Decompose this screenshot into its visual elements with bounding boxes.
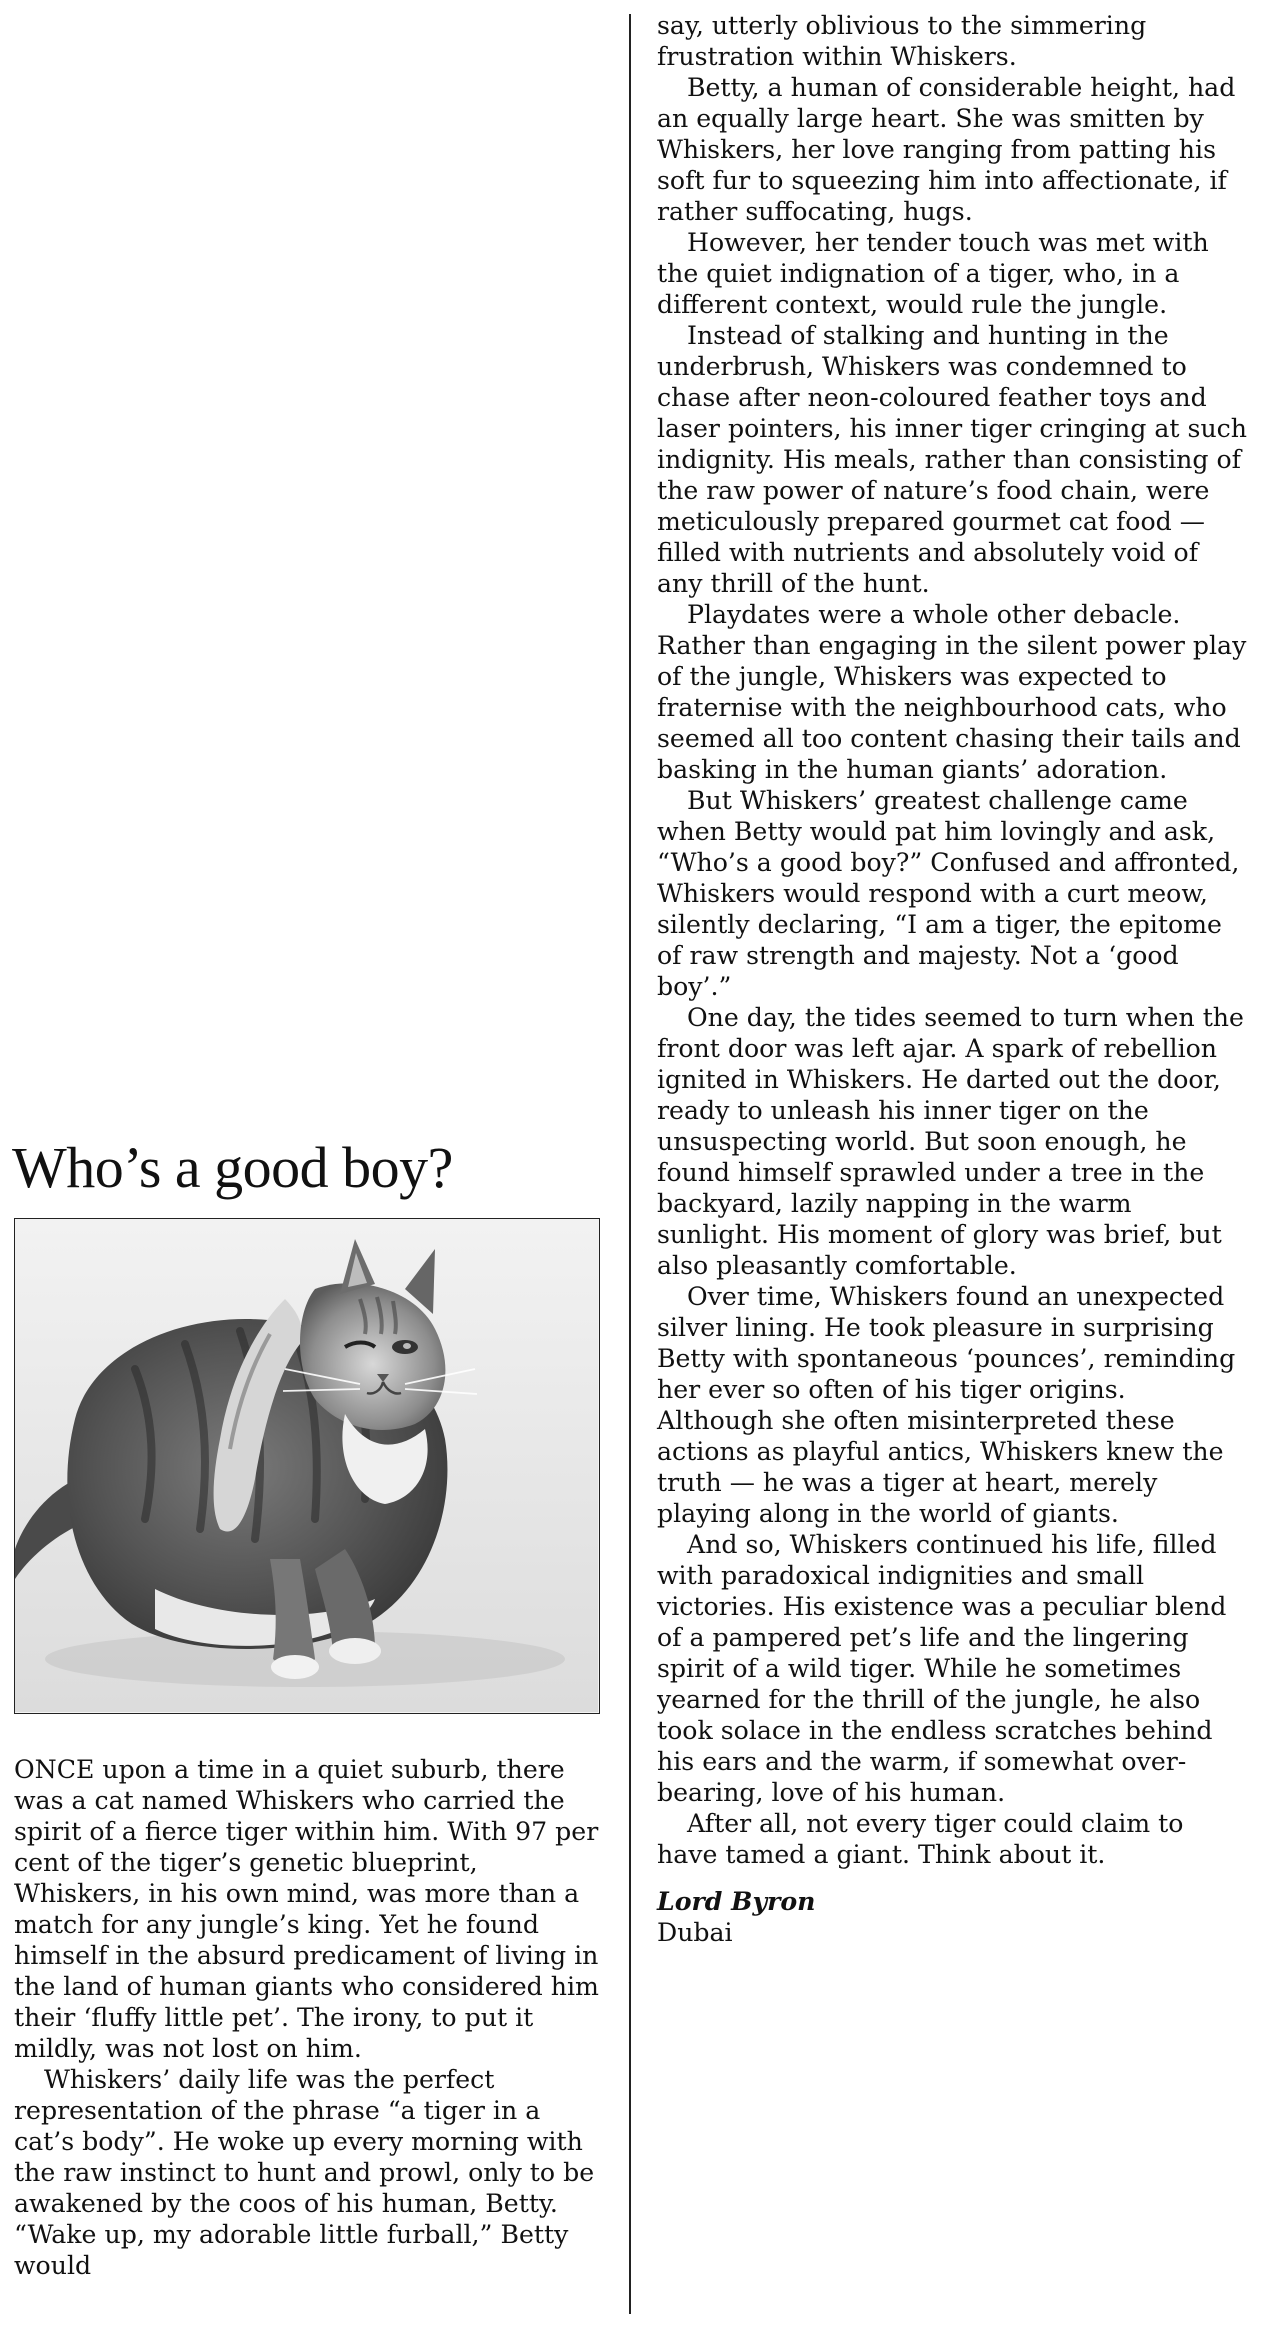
paragraph: However, her tender touch was met with the quiet indignation of a tiger, who, in a different context, would rule the jungle. [657,228,1209,319]
article-column-left [14,1754,600,2281]
paragraph: ONCE upon a time in a quiet suburb, there was a cat named Whiskers who carried the spirit of a fierce tiger within him. With 97 per cent of the tiger’s genetic blueprint, Whiskers, in his own mind, was more than a match for any jungle’s king. Yet he found himself in the absurd predicament of living in the land of human giants who considered him their ‘fluffy little pet’. The irony, to put it mildly, was not lost on him. [14,1755,599,2063]
paragraph: say, utterly oblivious to the simmering frustration within Whiskers. [657,11,1147,71]
article-column-right [657,10,1249,1948]
paragraph: Whiskers’ daily life was the perfect representation of the phrase “a tiger in a cat’s body”. He woke up every morning with the raw instinct to hunt and prowl, only to be awakened by the coos of his human, Betty. “Wake up, my adorable little furball,” Betty would [14,2065,595,2280]
paragraph: Playdates were a whole other debacle. Rather than engaging in the silent power play of the jungle, Whiskers was expected to fraternise with the neighbourhood cats, who seemed all too content chasing their tails and basking in the human giants’ adoration. [657,600,1247,784]
cat-scratching-illustration [15,1219,598,1712]
column-divider [629,14,631,2314]
paragraph: And so, Whiskers continued his life, filled with paradoxical indignities and small victories. His existence was a peculiar blend of a pampered pet’s life and the lingering spirit of a wild tiger. While he sometimes yearned for the thrill of the jungle, he also took solace in the endless scratches behind his ears and the warm, if somewhat over-bearing, love of his human. [657,1530,1227,1807]
byline [657,1886,1249,1948]
paragraph: Betty, a human of considerable height, had an equally large heart. She was smitten by Whiskers, her love ranging from patting his soft fur to squeezing him into affectionate, if rather suffocating, hugs. [657,73,1236,226]
byline-location: Dubai [657,1918,733,1947]
paragraph: Over time, Whiskers found an unexpected silver lining. He took pleasure in surprising Betty with spontaneous ‘pounces’, reminding her ever so often of his tiger origins. Although she often misinterpreted these actions as playful antics, Whiskers knew the truth — he was a tiger at heart, merely playing along in the world of giants. [657,1282,1236,1528]
byline-author: Lord Byron [657,1886,816,1916]
paragraph: But Whiskers’ greatest challenge came when Betty would pat him lovingly and ask, “Who’s a good boy?” Confused and affronted, Whiskers would respond with a curt meow, silently declaring, “I am a tiger, the epitome of raw strength and majesty. Not a ‘good boy’.” [657,786,1240,1001]
cat-photo [14,1218,600,1714]
paragraph: Instead of stalking and hunting in the underbrush, Whiskers was condemned to chase after neon-coloured feather toys and laser pointers, his inner tiger cringing at such indignity. His meals, rather than consisting of the raw power of nature’s food chain, were meticulously prepared gourmet cat food — filled with nutrients and absolutely void of any thrill of the hunt. [657,321,1248,598]
paragraph: One day, the tides seemed to turn when the front door was left ajar. A spark of rebellion ignited in Whiskers. He darted out the door, ready to unleash his inner tiger on the unsuspecting world. But soon enough, he found himself sprawled under a tree in the backyard, lazily napping in the warm sunlight. His moment of glory was brief, but also pleasantly comfortable. [657,1003,1244,1280]
article-headline: Who’s a good boy? [12,1135,453,1200]
paragraph: After all, not every tiger could claim to have tamed a giant. Think about it. [657,1809,1184,1869]
